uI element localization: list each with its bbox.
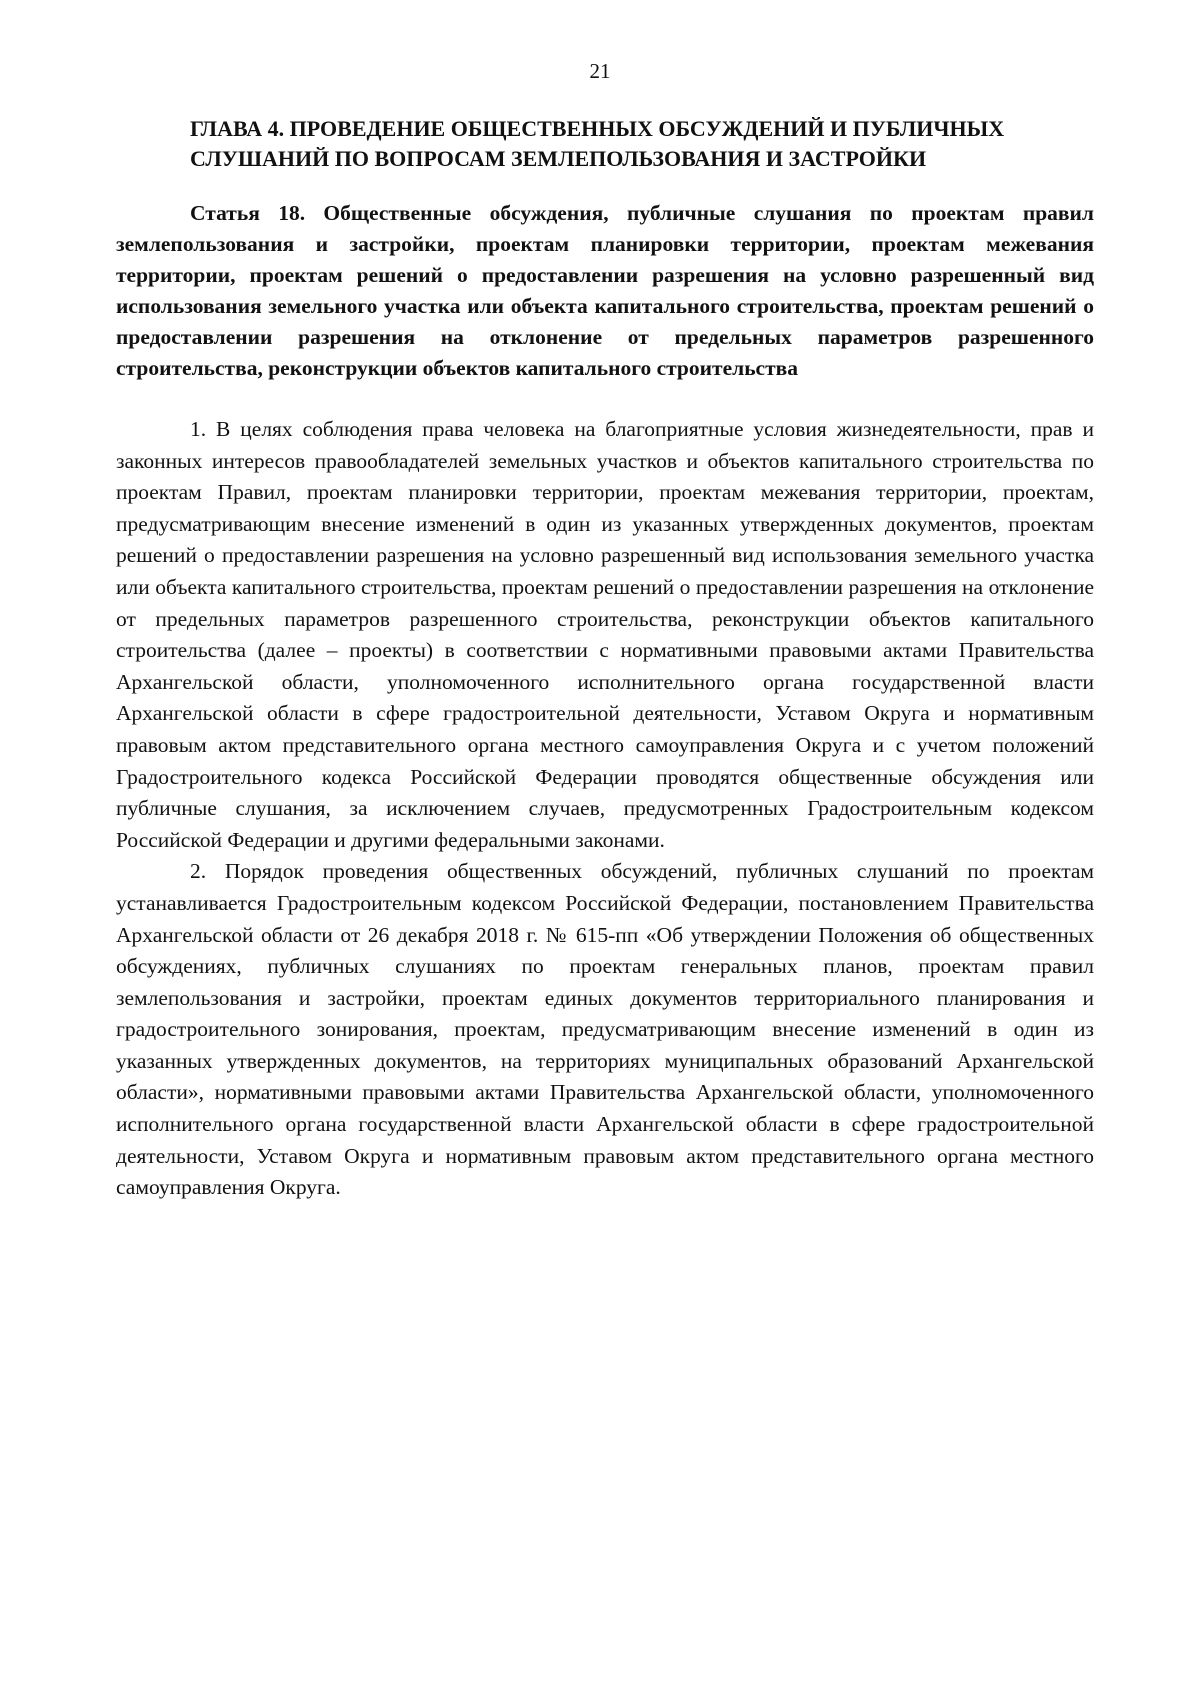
page-number: 21 (589, 59, 611, 83)
paragraph-1: 1. В целях соблюдения права человека на благоприятные условия жизнедеятельности, прав и законных интересов правообладателей земельных участков и объектов капитального строительства по проектам Правил, проектам планировки территории, проектам межевания территории, проектам, предусматривающим внесение изменений в один из указанных утвержденных документов, проектам решений о предоставлении разрешения на условно разрешенный вид использования земельного участка или объекта капитального строительства, проектам решений о предоставлении разрешения на отклонение от предельных параметров разрешенного строительства, реконструкции объектов капитального строительства (далее – проекты) в соответствии с нормативными правовыми актами Правительства Архангельской области, уполномоченного исполнительного органа государственной власти Архангельской области в сфере градостроительной деятельности, Уставом Округа и нормативным правовым актом представительного органа местного самоуправления Округа и с учетом положений Градостроительного кодекса Российской Федерации проводятся общественные обсуждения или публичные слушания, за исключением случаев, предусмотренных Градостроительным кодексом Российской Федерации и другими федеральными законами. (116, 417, 1094, 852)
chapter-title: ГЛАВА 4. ПРОВЕДЕНИЕ ОБЩЕСТВЕННЫХ ОБСУЖДЕНИЙ И ПУБЛИЧНЫХ СЛУШАНИЙ ПО ВОПРОСАМ ЗЕМЛЕПОЛЬЗОВАНИЯ И ЗАСТРОЙКИ (190, 116, 1005, 171)
document-content (116, 114, 1094, 1204)
paragraph-2: 2. Порядок проведения общественных обсуждений, публичных слушаний по проектам устанавливается Градостроительным кодексом Российской Федерации, постановлением Правительства Архангельской области от 26 декабря 2018 г. № 615-пп «Об утверждении Положения об общественных обсуждениях, публичных слушаниях по проектам генеральных планов, проектам правил землепользования и застройки, проектам единых документов территориального планирования и градостроительного зонирования, проектам, предусматривающим внесение изменений в один из указанных утвержденных документов, на территориях муниципальных образований Архангельской области», нормативными правовыми актами Правительства Архангельской области, уполномоченного исполнительного органа государственной власти Архангельской области в сфере градостроительной деятельности, Уставом Округа и нормативным правовым актом представительного органа местного самоуправления Округа. (116, 859, 1094, 1200)
article-title: Статья 18. Общественные обсуждения, публичные слушания по проектам правил землепользования и застройки, проектам планировки территории, проектам межевания территории, проектам решений о предоставлении разрешения на условно разрешенный вид использования земельного участка или объекта капитального строительства, проектам решений о предоставлении разрешения на отклонение от предельных параметров разрешенного строительства, реконструкции объектов капитального строительства (116, 201, 1094, 380)
